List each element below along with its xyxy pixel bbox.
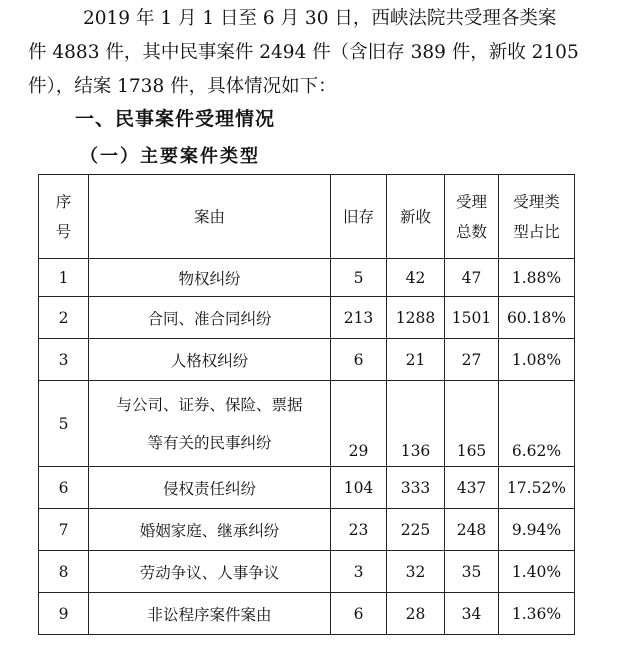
cell-total: 165 xyxy=(445,381,499,467)
section-heading: 一、民事案件受理情况 xyxy=(75,108,276,130)
case-type-table xyxy=(38,174,575,635)
table-row xyxy=(39,467,575,509)
cell-cause: 劳动争议、人事争议 xyxy=(89,551,331,593)
table-row xyxy=(39,339,575,381)
cell-ratio: 1.36% xyxy=(499,593,575,635)
cell-old: 23 xyxy=(331,509,387,551)
cell-old: 5 xyxy=(331,259,387,297)
cell-new: 28 xyxy=(387,593,445,635)
cell-ratio: 60.18% xyxy=(499,297,575,339)
cell-new: 32 xyxy=(387,551,445,593)
cell-old: 104 xyxy=(331,467,387,509)
cell-old: 6 xyxy=(331,339,387,381)
table-header-row xyxy=(39,175,575,259)
header-seq: 序 号 xyxy=(39,175,89,259)
cell-old: 213 xyxy=(331,297,387,339)
subsection-heading: （一）主要案件类型 xyxy=(80,146,260,167)
header-cause: 案由 xyxy=(89,175,331,259)
cell-new: 21 xyxy=(387,339,445,381)
cell-ratio: 1.88% xyxy=(499,259,575,297)
intro-line-1: 2019 年 1 月 1 日至 6 月 30 日，西峡法院共受理各类案 xyxy=(83,8,557,29)
cell-ratio: 9.94% xyxy=(499,509,575,551)
cell-old: 29 xyxy=(331,381,387,467)
cell-total: 27 xyxy=(445,339,499,381)
cell-ratio: 17.52% xyxy=(499,467,575,509)
cell-cause: 人格权纠纷 xyxy=(89,339,331,381)
cell-seq: 6 xyxy=(39,467,89,509)
cell-new: 333 xyxy=(387,467,445,509)
cell-seq: 1 xyxy=(39,259,89,297)
table-row xyxy=(39,259,575,297)
cell-total: 35 xyxy=(445,551,499,593)
table-row xyxy=(39,593,575,635)
cell-cause: 非讼程序案件案由 xyxy=(89,593,331,635)
cell-seq: 8 xyxy=(39,551,89,593)
cell-cause: 侵权责任纠纷 xyxy=(89,467,331,509)
cell-total: 437 xyxy=(445,467,499,509)
table-row xyxy=(39,381,575,467)
cell-new: 136 xyxy=(387,381,445,467)
cell-old: 3 xyxy=(331,551,387,593)
cell-ratio: 6.62% xyxy=(499,381,575,467)
header-total: 受理 总数 xyxy=(445,175,499,259)
table-row xyxy=(39,509,575,551)
cell-old: 6 xyxy=(331,593,387,635)
cell-seq: 7 xyxy=(39,509,89,551)
intro-line-2: 件 4883 件，其中民事案件 2494 件（含旧存 389 件，新收 2105 xyxy=(28,42,579,63)
cell-total: 34 xyxy=(445,593,499,635)
intro-paragraph xyxy=(28,2,608,104)
cell-seq: 9 xyxy=(39,593,89,635)
cell-total: 1501 xyxy=(445,297,499,339)
intro-line-3: 件），结案 1738 件，具体情况如下： xyxy=(28,76,337,97)
header-old: 旧存 xyxy=(331,175,387,259)
cell-cause: 合同、准合同纠纷 xyxy=(89,297,331,339)
cell-seq: 3 xyxy=(39,339,89,381)
cell-cause: 婚姻家庭、继承纠纷 xyxy=(89,509,331,551)
cell-total: 248 xyxy=(445,509,499,551)
cell-seq: 5 xyxy=(39,381,89,467)
cell-ratio: 1.40% xyxy=(499,551,575,593)
cell-cause: 物权纠纷 xyxy=(89,259,331,297)
cell-new: 42 xyxy=(387,259,445,297)
header-ratio: 受理类 型占比 xyxy=(499,175,575,259)
cell-new: 225 xyxy=(387,509,445,551)
cell-cause: 与公司、证券、保险、票据 等有关的民事纠纷 xyxy=(89,381,331,467)
cell-new: 1288 xyxy=(387,297,445,339)
cell-ratio: 1.08% xyxy=(499,339,575,381)
header-new: 新收 xyxy=(387,175,445,259)
cell-seq: 2 xyxy=(39,297,89,339)
cell-total: 47 xyxy=(445,259,499,297)
table-row xyxy=(39,297,575,339)
table-row xyxy=(39,551,575,593)
